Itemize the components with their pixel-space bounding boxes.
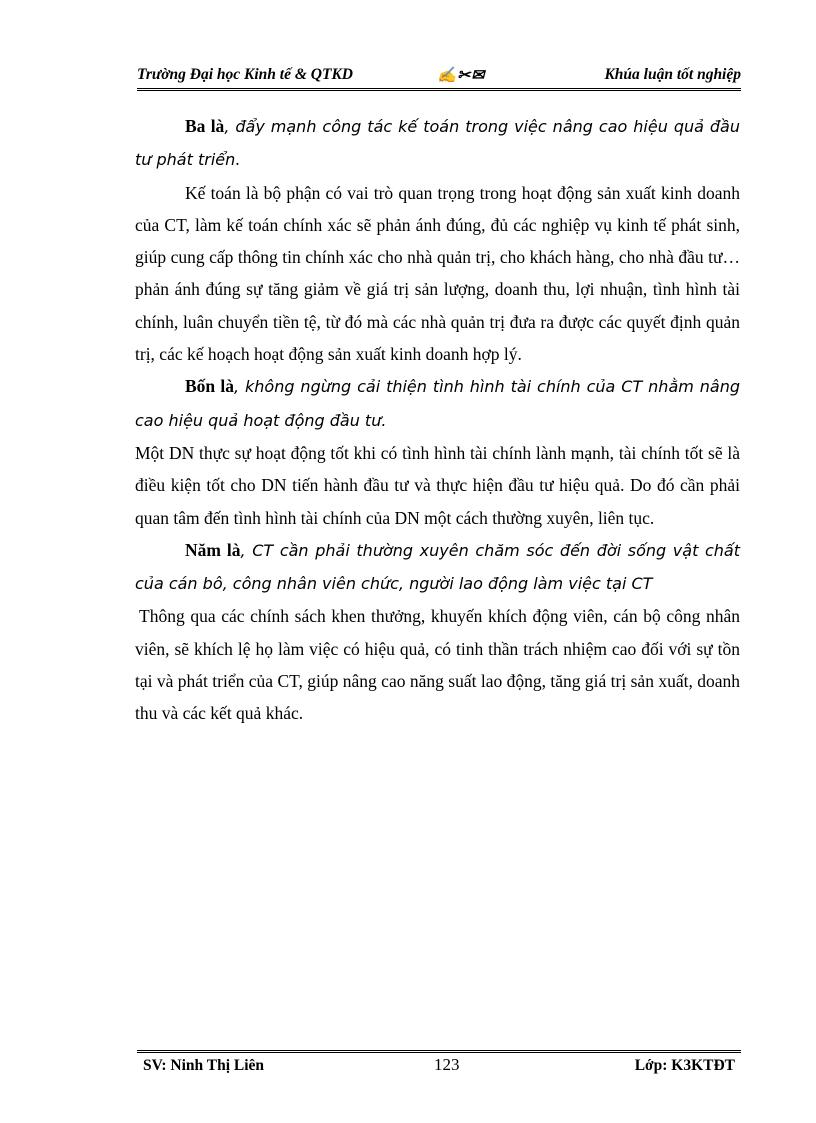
paragraph-ba-la: [135, 110, 740, 177]
lead-nam-la: Năm là: [185, 539, 241, 560]
header-thesis-label: Khúa luận tốt nghiệp: [604, 66, 741, 83]
paragraph-mot-dn: Một DN thực sự hoạt động tốt khi có tình hình tài chính lành mạnh, tài chính tốt sẽ là điều kiện tốt cho DN tiến hành đầu tư và thực hiện đầu tư hiệu quả. Do đó cần phải quan tâm đến tình hình tài chính của DN một cách thường xuyên, liên tục.: [135, 442, 740, 528]
footer-student: SV: Ninh Thị Liên: [143, 1057, 265, 1074]
paragraph-ke-toan: Kế toán là bộ phận có vai trò quan trọng trong hoạt động sản xuất kinh doanh của CT, làm kế toán chính xác sẽ phản ánh đúng, đủ các nghiệp vụ kinh tế phát sinh, giúp cung cấp thông tin chính xác cho nhà quản trị, cho khách hàng, cho nhà đầu tư…phản ánh đúng sự tăng giảm về giá trị sản lượng, doanh thu, lợi nhuận, tình hình tài chính, luân chuyển tiền tệ, từ đó mà các nhà quản trị đưa ra được các quyết định quản trị, các kế hoạch hoạt động sản xuất kinh doanh hợp lý.: [135, 182, 740, 365]
paragraph-nam-la: [135, 534, 740, 601]
header-rule: [137, 88, 741, 91]
paragraph-thong-qua: Thông qua các chính sách khen thưởng, khuyến khích động viên, cán bộ công nhân viên, sẽ khích lệ họ làm việc có hiệu quả, có tinh thần trách nhiệm cao đối với sự tồn tại và phát triển của CT, giúp nâng cao năng suất lao động, tăng giá trị sản xuất, doanh thu và các kết quả khác.: [135, 606, 740, 724]
italic-nam-la: , CT cần phải thường xuyên chăm sóc đến đời sống vật chất của cán bô, công nhân viên chức, người lao động làm việc tại CT: [135, 540, 740, 594]
paragraph-bon-la: [135, 370, 740, 437]
page-header: [137, 64, 741, 86]
header-ornament-icon: ✍✂✉: [437, 67, 486, 84]
italic-bon-la: , không ngừng cải thiện tình hình tài chính của CT nhằm nâng cao hiệu quả hoạt động đầu tư.: [135, 377, 741, 430]
footer-class: Lớp: K3KTĐT: [634, 1057, 735, 1074]
document-body: [135, 110, 740, 730]
lead-ba-la: Ba là: [185, 116, 225, 136]
header-university: Trường Đại học Kinh tế & QTKD: [137, 66, 353, 83]
lead-bon-la: Bốn là: [185, 376, 234, 397]
footer-rule: [137, 1050, 741, 1053]
italic-ba-la: , đẩy mạnh công tác kế toán trong việc nâng cao hiệu quả đầu tư phát triển: [135, 117, 740, 170]
page-number: 123: [434, 1055, 460, 1074]
rest-ba-la: .: [235, 149, 240, 170]
page-footer: [137, 1055, 741, 1077]
